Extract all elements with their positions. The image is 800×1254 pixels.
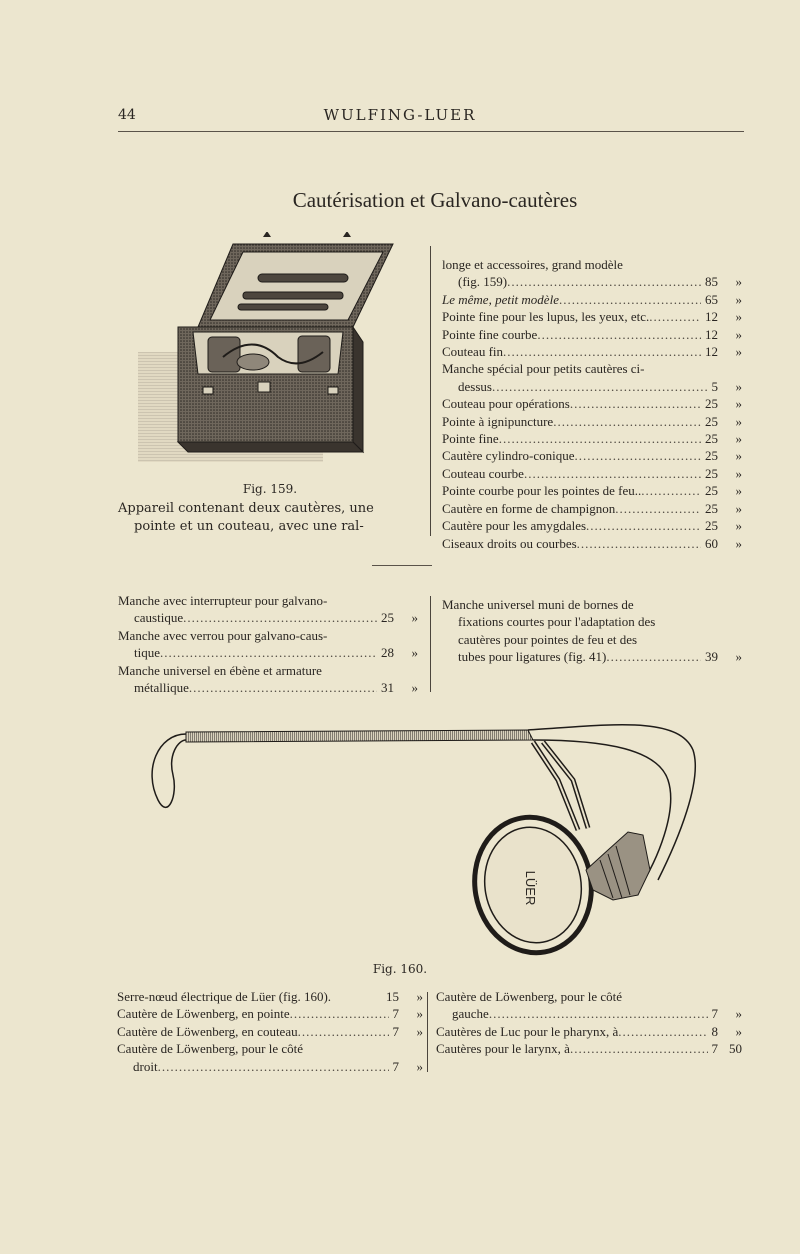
price-item [442, 430, 742, 447]
item-label: Cautère cylindro-conique [442, 448, 575, 464]
item-price: 7 [392, 1006, 399, 1022]
price-list-mid-left [118, 592, 418, 696]
dot-leader [503, 343, 701, 360]
item-price: 12 [705, 326, 718, 342]
figure-159-description [118, 500, 384, 536]
item-price: 7 [711, 1006, 718, 1022]
item-unit: » [735, 518, 742, 534]
price-item [442, 465, 742, 482]
item-unit: » [735, 431, 742, 447]
dot-leader [290, 1005, 389, 1022]
price-item [442, 326, 742, 343]
price-item [442, 291, 742, 308]
dot-leader [577, 535, 701, 552]
price-item [117, 988, 423, 1005]
item-label: tubes pour ligatures (fig. 41) [458, 649, 607, 665]
item-label: Pointe courbe pour les pointes de feu.. [442, 483, 642, 499]
price-item [436, 1040, 742, 1057]
item-unit: » [735, 413, 742, 429]
price-item [442, 343, 742, 360]
item-price: 25 [705, 448, 718, 464]
item-price: 25 [705, 500, 718, 516]
dot-leader [507, 273, 701, 290]
item-label-line3: cautères pour pointes de feu et des [458, 631, 638, 647]
price-item [442, 482, 742, 499]
item-unit: 50 [729, 1041, 742, 1057]
item-price: 25 [381, 610, 394, 626]
price-item [117, 1005, 423, 1022]
item-label: Cautère en forme de champignon [442, 500, 616, 516]
dot-leader [553, 413, 701, 430]
figure-160-snare-illustration [138, 720, 738, 970]
price-item [117, 1023, 423, 1040]
item-unit: » [735, 483, 742, 499]
dot-leader [570, 395, 701, 412]
item-label: gauche [452, 1006, 489, 1022]
dot-leader [574, 447, 701, 464]
item-label: Couteau pour opérations [442, 396, 570, 412]
item-label-line1: longe et accessoires, grand modèle [442, 257, 623, 272]
item-price: 65 [705, 291, 718, 307]
item-label: Cautères pour le larynx, à [436, 1041, 570, 1057]
item-unit: » [735, 1006, 742, 1022]
price-item [442, 378, 742, 395]
dot-leader [189, 679, 377, 696]
price-item [442, 500, 742, 517]
item-price: 39 [705, 649, 718, 665]
item-unit: » [416, 1006, 423, 1022]
item-label-line1: Manche universel muni de bornes de [442, 597, 634, 612]
price-item [442, 535, 742, 552]
price-item [117, 1058, 423, 1075]
dot-leader [524, 465, 701, 482]
price-item [442, 447, 742, 464]
price-item-line [442, 256, 742, 273]
dot-leader [606, 648, 701, 665]
dot-leader [649, 308, 701, 325]
item-price: 25 [705, 396, 718, 412]
item-price: 5 [711, 378, 718, 394]
item-price: 28 [381, 645, 394, 661]
dot-leader [158, 1058, 389, 1075]
price-item [442, 273, 742, 290]
running-header: WULFING-LUER [323, 106, 477, 124]
item-price: 7 [392, 1023, 399, 1039]
item-price: 25 [705, 431, 718, 447]
dot-leader [537, 326, 701, 343]
item-label: Cautères de Luc pour le pharynx, à [436, 1023, 619, 1039]
price-item [442, 648, 742, 665]
item-label-line1: Cautère de Löwenberg, pour le côté [117, 1041, 304, 1057]
column-divider [430, 596, 431, 692]
dot-leader [615, 500, 701, 517]
item-label-line1: Manche avec verrou pour galvano-caus- [118, 627, 328, 643]
price-item [436, 1005, 742, 1022]
item-unit: » [416, 989, 423, 1004]
item-price: 60 [705, 535, 718, 551]
item-price: 8 [711, 1023, 718, 1039]
figure-159-description-line: Appareil contenant deux cautères, une [118, 501, 374, 516]
item-unit: » [416, 1023, 423, 1039]
item-unit: » [735, 378, 742, 394]
item-label: (fig. 159) [458, 274, 508, 290]
dot-leader [160, 644, 377, 661]
item-label: métallique [134, 680, 189, 696]
item-label-line1: Manche spécial pour petits cautères ci- [442, 361, 645, 377]
dot-leader [586, 517, 701, 534]
item-price: 25 [705, 518, 718, 534]
item-unit: » [735, 448, 742, 464]
dot-leader [559, 291, 701, 308]
item-unit: » [411, 680, 418, 696]
item-label-line1: Cautère de Löwenberg, pour le côté [436, 989, 623, 1004]
item-unit: » [416, 1058, 423, 1074]
item-label: caustique [134, 610, 184, 626]
item-price: 15 [386, 989, 399, 1004]
item-label: Pointe à ignipuncture [442, 413, 554, 429]
item-label-line1: Manche avec interrupteur pour galvano- [118, 593, 328, 608]
item-label-line1: Manche universel en ébène et armature [118, 662, 322, 678]
item-unit: » [735, 500, 742, 516]
item-label: Pointe fine [442, 431, 499, 447]
dot-leader [298, 1023, 389, 1040]
dot-leader [570, 1040, 708, 1057]
item-unit: » [735, 344, 742, 360]
item-label: Cautère de Löwenberg, en couteau [117, 1023, 298, 1039]
item-label: Pointe fine courbe [442, 326, 538, 342]
page-number: 44 [118, 107, 136, 123]
price-list-mid-right [442, 596, 742, 666]
item-label: dessus [458, 378, 492, 394]
dot-leader [618, 1023, 707, 1040]
price-item [118, 644, 418, 661]
dot-leader [499, 430, 701, 447]
item-price: 31 [381, 680, 394, 696]
price-item [118, 609, 418, 626]
section-title: Cautérisation et Galvano-cautères [292, 188, 578, 212]
item-label: Couteau courbe [442, 465, 524, 481]
column-divider [427, 992, 428, 1072]
price-item [442, 395, 742, 412]
item-label: Cautère de Löwenberg, en pointe [117, 1006, 290, 1022]
item-unit: » [735, 309, 742, 325]
dot-leader [489, 1005, 708, 1022]
item-price: 7 [392, 1058, 399, 1074]
figure-159-caption: Fig. 159. [242, 482, 298, 496]
section-separator [372, 565, 432, 566]
price-list-top [442, 256, 742, 552]
item-price: 25 [705, 465, 718, 481]
item-label-line2: fixations courtes pour l'adaptation des [458, 614, 656, 630]
price-item [118, 679, 418, 696]
column-divider [430, 246, 431, 536]
price-item [442, 517, 742, 534]
price-item [442, 308, 742, 325]
item-unit: » [735, 465, 742, 481]
item-price: 12 [705, 309, 718, 325]
header-rule [118, 131, 744, 132]
price-list-bottom-left [117, 988, 423, 1075]
price-item [442, 413, 742, 430]
item-label: Cautère pour les amygdales [442, 518, 587, 534]
price-item-line [442, 360, 742, 377]
item-price: 7 [711, 1041, 718, 1057]
price-list-bottom-right [436, 988, 742, 1058]
price-item [436, 1023, 742, 1040]
dot-leader [641, 482, 701, 499]
dot-leader [183, 609, 377, 626]
item-unit: » [735, 326, 742, 342]
item-label: Pointe fine pour les lupus, les yeux, etc. [442, 309, 650, 325]
item-unit: » [735, 649, 742, 665]
figure-159-description-line: pointe et un couteau, avec une ral- [134, 519, 364, 534]
dot-leader [492, 378, 708, 395]
item-label: Le même, petit modèle [442, 291, 559, 307]
figure-159-case-illustration [138, 232, 400, 468]
item-unit: » [735, 291, 742, 307]
item-unit: » [735, 396, 742, 412]
item-label: Couteau fin [442, 344, 504, 360]
item-price: 85 [705, 274, 718, 290]
item-price: 25 [705, 413, 718, 429]
item-label: Ciseaux droits ou courbes [442, 535, 577, 551]
item-unit: » [735, 274, 742, 290]
item-unit: » [411, 645, 418, 661]
item-label: Serre-nœud électrique de Lüer (fig. 160). [117, 989, 332, 1004]
item-label: droit [133, 1058, 158, 1074]
item-price: 25 [705, 483, 718, 499]
item-unit: » [735, 1023, 742, 1039]
item-unit: » [411, 610, 418, 626]
engraving-label: LÜER [523, 870, 538, 906]
item-unit: » [735, 535, 742, 551]
item-price: 12 [705, 344, 718, 360]
figure-160-caption: Fig. 160. [372, 962, 428, 976]
item-label: tique [134, 645, 160, 661]
